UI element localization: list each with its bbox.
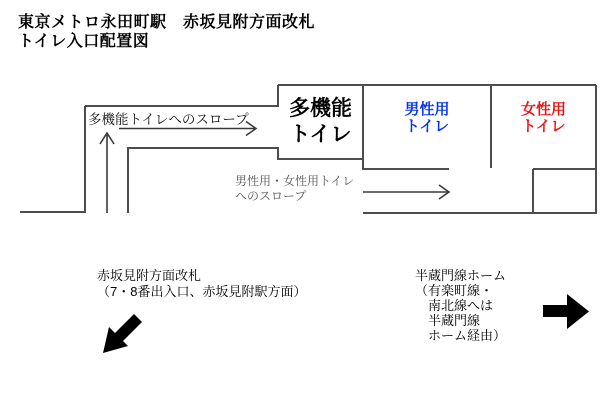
- mens-womens-slope-line-1: 男性用・女性用トイレ: [235, 174, 355, 188]
- multifunction-slope-label: 多機能トイレへのスロープ: [88, 112, 249, 127]
- title-line-1: 東京メトロ永田町駅 赤坂見附方面改札: [18, 14, 316, 31]
- multifunction-room-line-2: トイレ: [289, 123, 352, 146]
- mens-womens-slope-line-2: へのスロープ: [235, 189, 307, 203]
- platform-direction-arrow-icon: [543, 294, 589, 329]
- platform-annotation-line-2: （有楽町線・: [415, 283, 494, 298]
- platform-annotation-line-4: 半蔵門線: [428, 313, 481, 328]
- platform-annotation-line-5: ホーム経由）: [428, 328, 507, 343]
- up-arrow-icon: [100, 133, 114, 213]
- womens-toilet-room-label: [491, 101, 596, 135]
- multifunction-toilet-room-label: [278, 96, 363, 148]
- gate-annotation: [97, 268, 306, 300]
- mens-womens-slope-right-arrow-icon: [363, 185, 449, 199]
- womens-room-line-1: 女性用: [520, 101, 566, 118]
- platform-annotation-line-3: 南北線へは: [428, 298, 494, 313]
- title-line-2: トイレ入口配置図: [18, 33, 150, 50]
- gate-annotation-line-1: 赤坂見附方面改札: [97, 268, 202, 283]
- page-title: [18, 13, 315, 51]
- platform-annotation-line-1: 半蔵門線ホーム: [415, 268, 507, 283]
- mens-toilet-room-label: [363, 101, 491, 135]
- mens-room-line-2: トイレ: [404, 118, 450, 135]
- multifunction-room-line-1: 多機能: [289, 97, 352, 120]
- gate-annotation-line-2: （7・8番出入口、赤坂見附駅方面）: [97, 284, 307, 299]
- gate-direction-arrow-icon: [103, 314, 142, 353]
- mens-room-line-1: 男性用: [404, 101, 450, 118]
- platform-annotation: [415, 268, 506, 343]
- womens-room-line-2: トイレ: [521, 118, 566, 135]
- mens-womens-slope-label: [235, 174, 354, 204]
